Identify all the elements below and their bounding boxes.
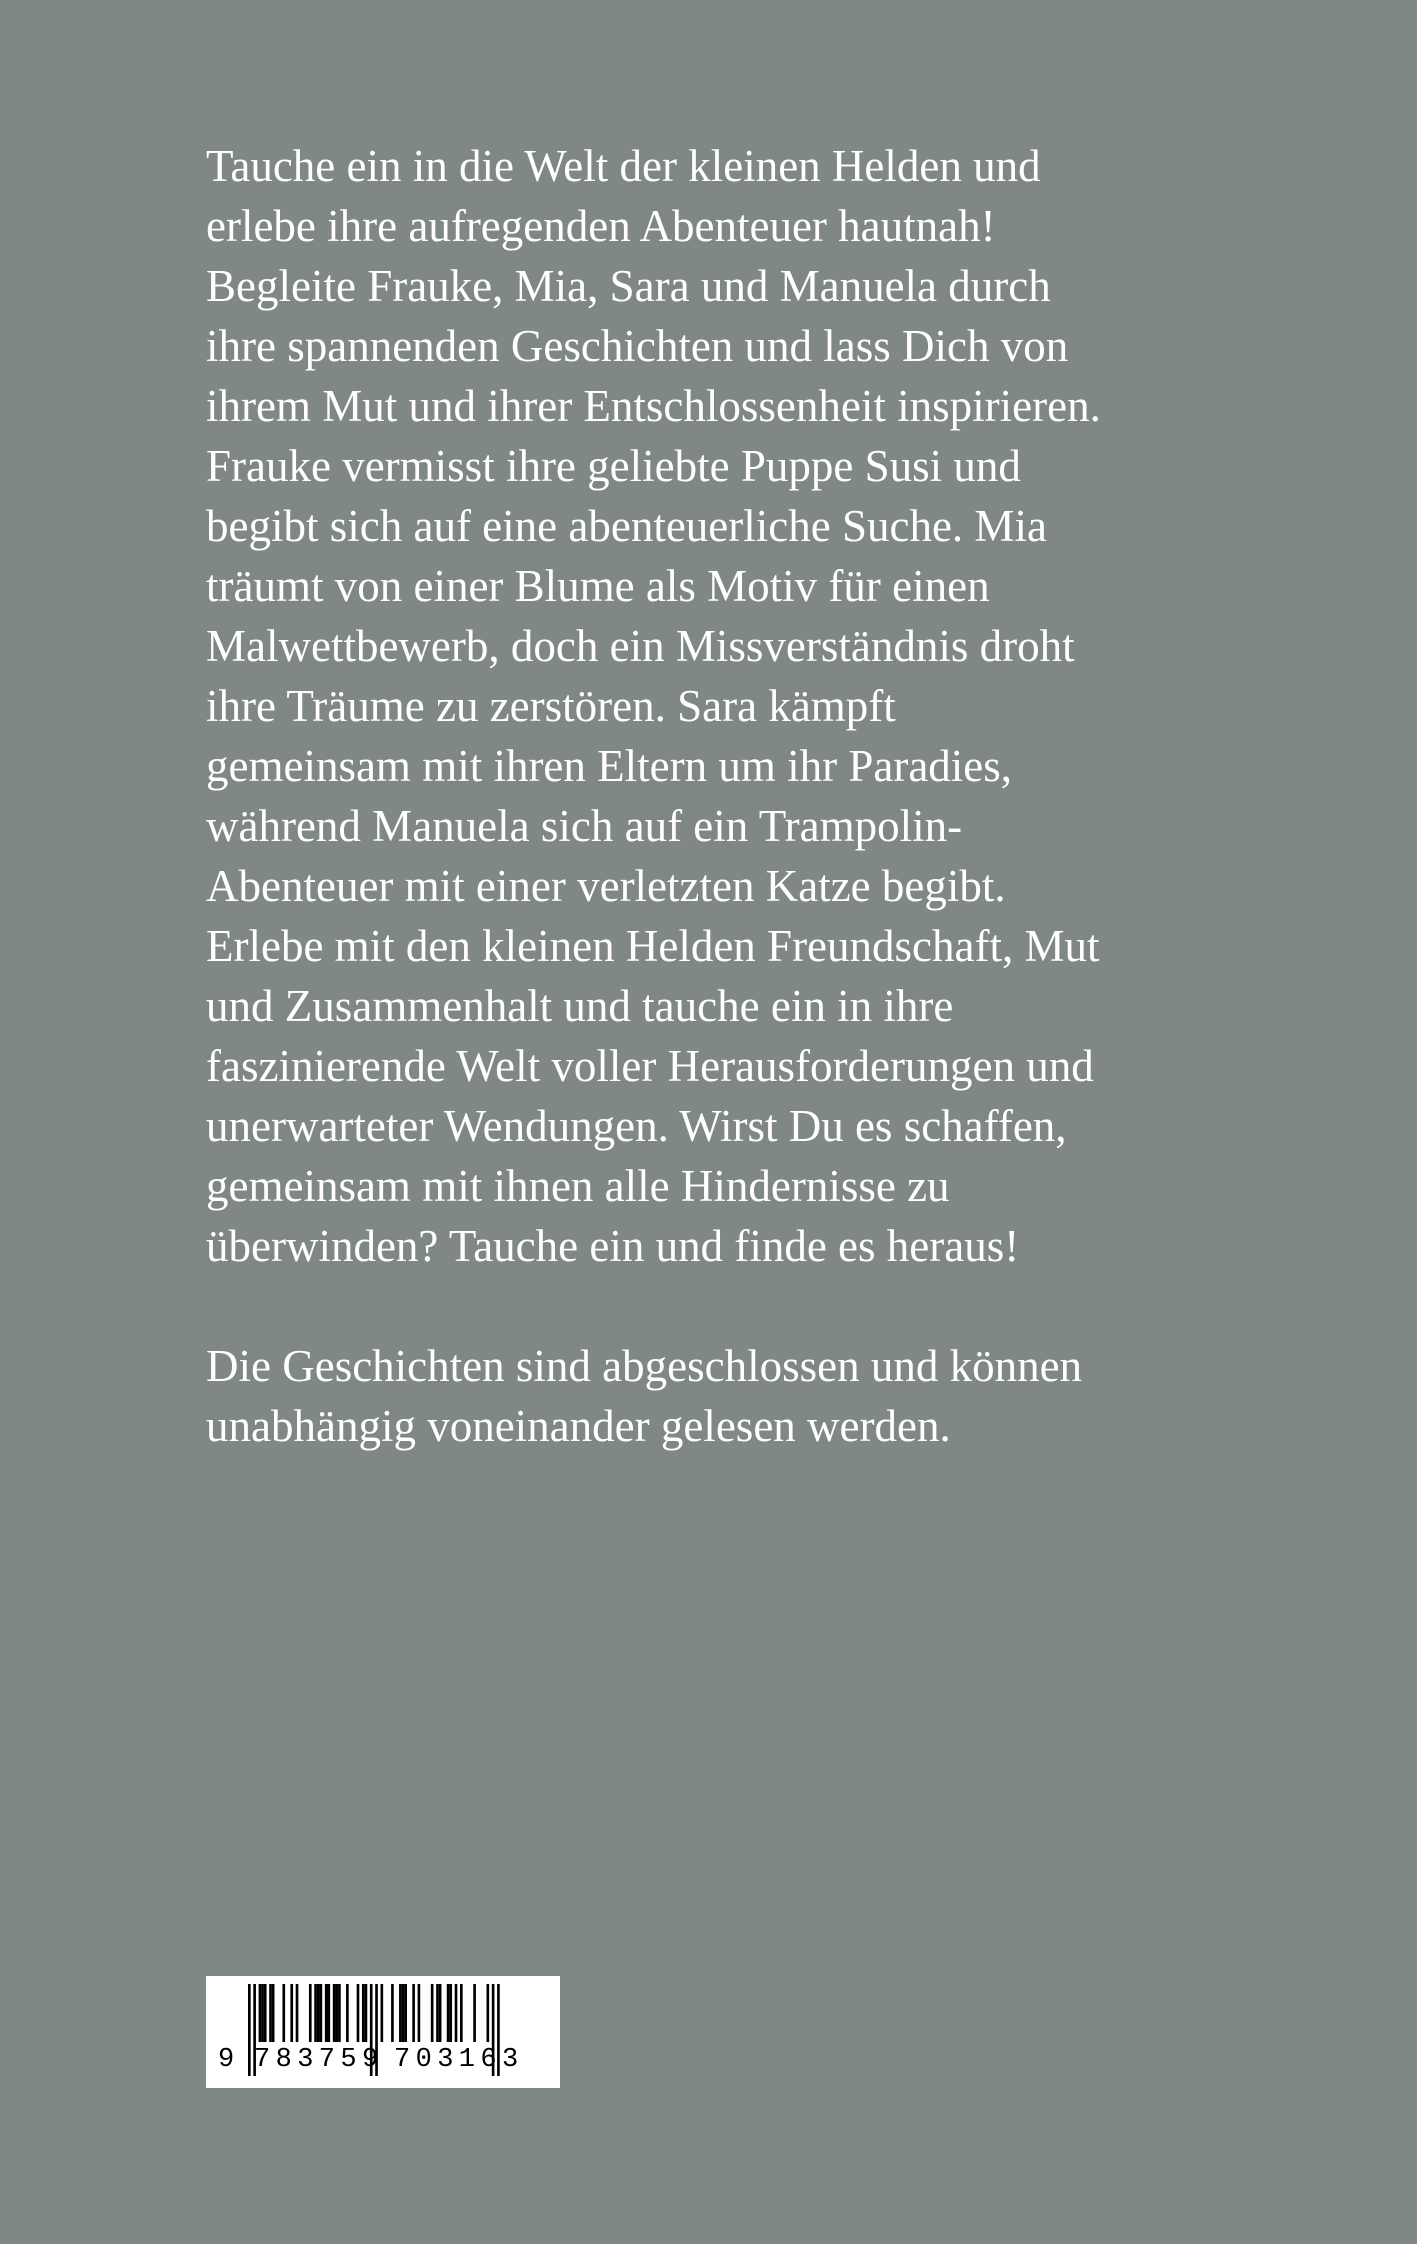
blurb-line: träumt von einer Blume als Motiv für einen bbox=[206, 561, 990, 611]
blurb-line: und Zusammenhalt und tauche ein in ihre bbox=[206, 981, 954, 1031]
barcode-bar bbox=[282, 1984, 285, 2042]
blurb-line: Frauke vermisst ihre geliebte Puppe Susi und bbox=[206, 441, 1021, 491]
blurb-line: ihre spannenden Geschichten und lass Dich von bbox=[206, 321, 1069, 371]
barcode-bar bbox=[335, 1984, 338, 2042]
barcode-bar bbox=[391, 1984, 394, 2042]
barcode-bar bbox=[309, 1984, 312, 2042]
blurb-line: Begleite Frauke, Mia, Sara und Manuela durch bbox=[206, 261, 1051, 311]
barcode-bar bbox=[460, 1984, 463, 2042]
blurb-line: Tauche ein in die Welt der kleinen Helden und bbox=[206, 141, 1041, 191]
blurb-line: ihre Träume zu zerstören. Sara kämpft bbox=[206, 681, 896, 731]
blurb-paragraph-2 bbox=[206, 1336, 1256, 1456]
barcode-bar bbox=[328, 1984, 331, 2042]
barcode-lead-digit: 9 bbox=[218, 2045, 240, 2075]
barcode-bar bbox=[346, 1984, 349, 2042]
blurb-text bbox=[206, 136, 1256, 1456]
barcode-bar bbox=[296, 1984, 299, 2042]
barcode-bar bbox=[264, 1984, 267, 2042]
barcode-bar bbox=[261, 1984, 264, 2042]
barcode-bar bbox=[447, 1984, 450, 2042]
barcode-bar bbox=[357, 1984, 360, 2042]
barcode-bar bbox=[317, 1984, 320, 2042]
barcode-left-digits: 783759 bbox=[254, 2045, 384, 2075]
barcode-bar bbox=[269, 1984, 272, 2042]
barcode-bar bbox=[362, 1984, 365, 2042]
blurb-line: Malwettbewerb, doch ein Missverständnis droht bbox=[206, 621, 1075, 671]
barcode-bar bbox=[436, 1984, 439, 2042]
barcode-bar bbox=[449, 1984, 452, 2042]
blurb-line: unabhängig voneinander gelesen werden. bbox=[206, 1401, 951, 1451]
barcode-bar bbox=[381, 1984, 384, 2042]
blurb-line: unerwarteter Wendungen. Wirst Du es schaffen, bbox=[206, 1101, 1067, 1151]
barcode-bar bbox=[439, 1984, 442, 2042]
barcode-bar bbox=[338, 1984, 341, 2042]
blurb-line: Die Geschichten sind abgeschlossen und können bbox=[206, 1341, 1083, 1391]
barcode-bar bbox=[320, 1984, 323, 2042]
barcode-bar bbox=[402, 1984, 405, 2042]
blurb-paragraph-1 bbox=[206, 136, 1256, 1276]
blurb-line: ihrem Mut und ihrer Entschlossenheit inspirieren. bbox=[206, 381, 1101, 431]
barcode-bar bbox=[487, 1984, 490, 2042]
blurb-line: erlebe ihre aufregenden Abenteuer hautnah! bbox=[206, 201, 996, 251]
barcode-bar bbox=[404, 1984, 407, 2042]
barcode-bar bbox=[365, 1984, 368, 2042]
blurb-line: Erlebe mit den kleinen Helden Freundschaft, Mut bbox=[206, 921, 1100, 971]
barcode-bar bbox=[418, 1984, 421, 2042]
barcode-right-digits: 703163 bbox=[394, 2045, 524, 2075]
blurb-line: während Manuela sich auf ein Trampolin- bbox=[206, 801, 963, 851]
barcode-bar bbox=[325, 1984, 328, 2042]
barcode-bar bbox=[399, 1984, 402, 2042]
blurb-line: begibt sich auf eine abenteuerliche Suche. Mia bbox=[206, 501, 1047, 551]
blurb-line: Abenteuer mit einer verletzten Katze begibt. bbox=[206, 861, 1006, 911]
barcode-bar bbox=[431, 1984, 434, 2042]
barcode-bar bbox=[272, 1984, 275, 2042]
barcode-bar bbox=[333, 1984, 336, 2042]
barcode-bar bbox=[248, 1984, 251, 2076]
barcode-bar bbox=[314, 1984, 317, 2042]
blurb-line: gemeinsam mit ihnen alle Hindernisse zu bbox=[206, 1161, 950, 1211]
blurb-line: faszinierende Welt voller Herausforderungen und bbox=[206, 1041, 1094, 1091]
barcode-bar bbox=[473, 1984, 476, 2042]
barcode-bar bbox=[412, 1984, 415, 2042]
barcode-bar bbox=[259, 1984, 262, 2042]
blurb-line: überwinden? Tauche ein und finde es heraus! bbox=[206, 1221, 1020, 1271]
barcode-bar bbox=[455, 1984, 458, 2042]
barcode-bar bbox=[290, 1984, 293, 2042]
blurb-line: gemeinsam mit ihren Eltern um ihr Paradies, bbox=[206, 741, 1013, 791]
isbn-barcode bbox=[206, 1976, 560, 2088]
